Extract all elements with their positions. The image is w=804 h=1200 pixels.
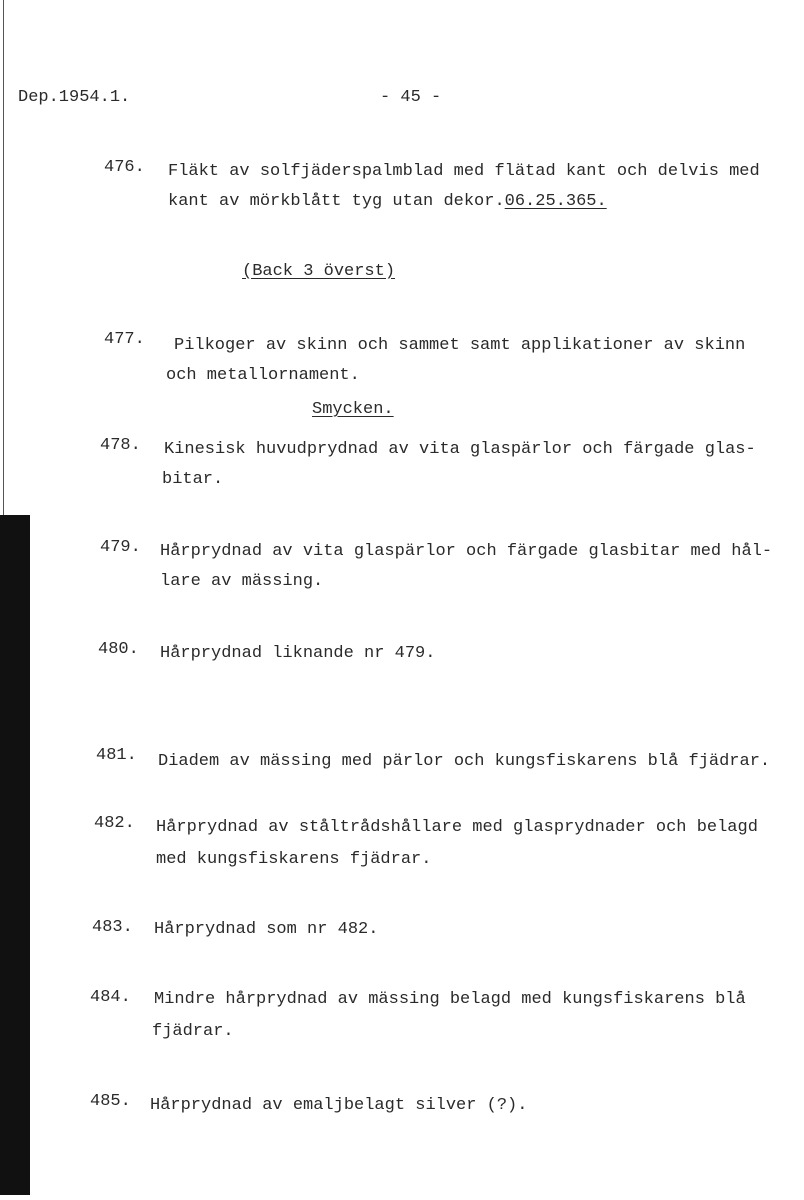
entry-text: Hårprydnad liknande nr 479.	[160, 644, 436, 663]
section-heading: Smycken.	[312, 400, 394, 419]
entry-text: Diadem av mässing med pärlor och kungsfiskarens blå fjädrar.	[158, 752, 771, 771]
entry-text: med kungsfiskarens fjädrar.	[156, 850, 432, 869]
entry-text: bitar.	[162, 470, 224, 489]
entry-number: 480.	[98, 640, 139, 659]
document-reference: Dep.1954.1.	[18, 88, 131, 107]
entry-text: Mindre hårprydnad av mässing belagd med kungsfiskarens blå	[154, 990, 746, 1009]
entry-text: Hårprydnad av vita glaspärlor och färgade glasbitar med hål-	[160, 542, 773, 561]
catalog-reference: 06.25.365.	[504, 192, 607, 211]
entry-text: Hårprydnad av emaljbelagt silver (?).	[150, 1096, 528, 1115]
entry-text: Hårprydnad som nr 482.	[154, 920, 379, 939]
entry-number: 476.	[104, 158, 145, 177]
storage-note: (Back 3 överst)	[242, 262, 396, 281]
page-number: - 45 -	[380, 88, 442, 107]
scan-edge-shadow	[0, 515, 30, 1195]
entry-text: Kinesisk huvudprydnad av vita glaspärlor och färgade glas-	[164, 440, 756, 459]
entry-text: Hårprydnad av ståltrådshållare med glasprydnader och belagd	[156, 818, 758, 837]
entry-text: kant av mörkblått tyg utan dekor.	[168, 192, 505, 211]
entry-number: 483.	[92, 918, 133, 937]
entry-number: 484.	[90, 988, 131, 1007]
entry-text: fjädrar.	[152, 1022, 234, 1041]
entry-number: 479.	[100, 538, 141, 557]
entry-number: 481.	[96, 746, 137, 765]
entry-text: och metallornament.	[166, 366, 360, 385]
entry-number: 485.	[90, 1092, 131, 1111]
entry-text: Pilkoger av skinn och sammet samt applikationer av skinn	[174, 336, 746, 355]
entry-number: 477.	[104, 330, 145, 349]
scan-edge-line	[3, 0, 4, 520]
entry-number: 482.	[94, 814, 135, 833]
entry-text: Fläkt av solfjäderspalmblad med flätad kant och delvis med	[168, 162, 760, 181]
entry-number: 478.	[100, 436, 141, 455]
entry-text: lare av mässing.	[160, 572, 324, 591]
